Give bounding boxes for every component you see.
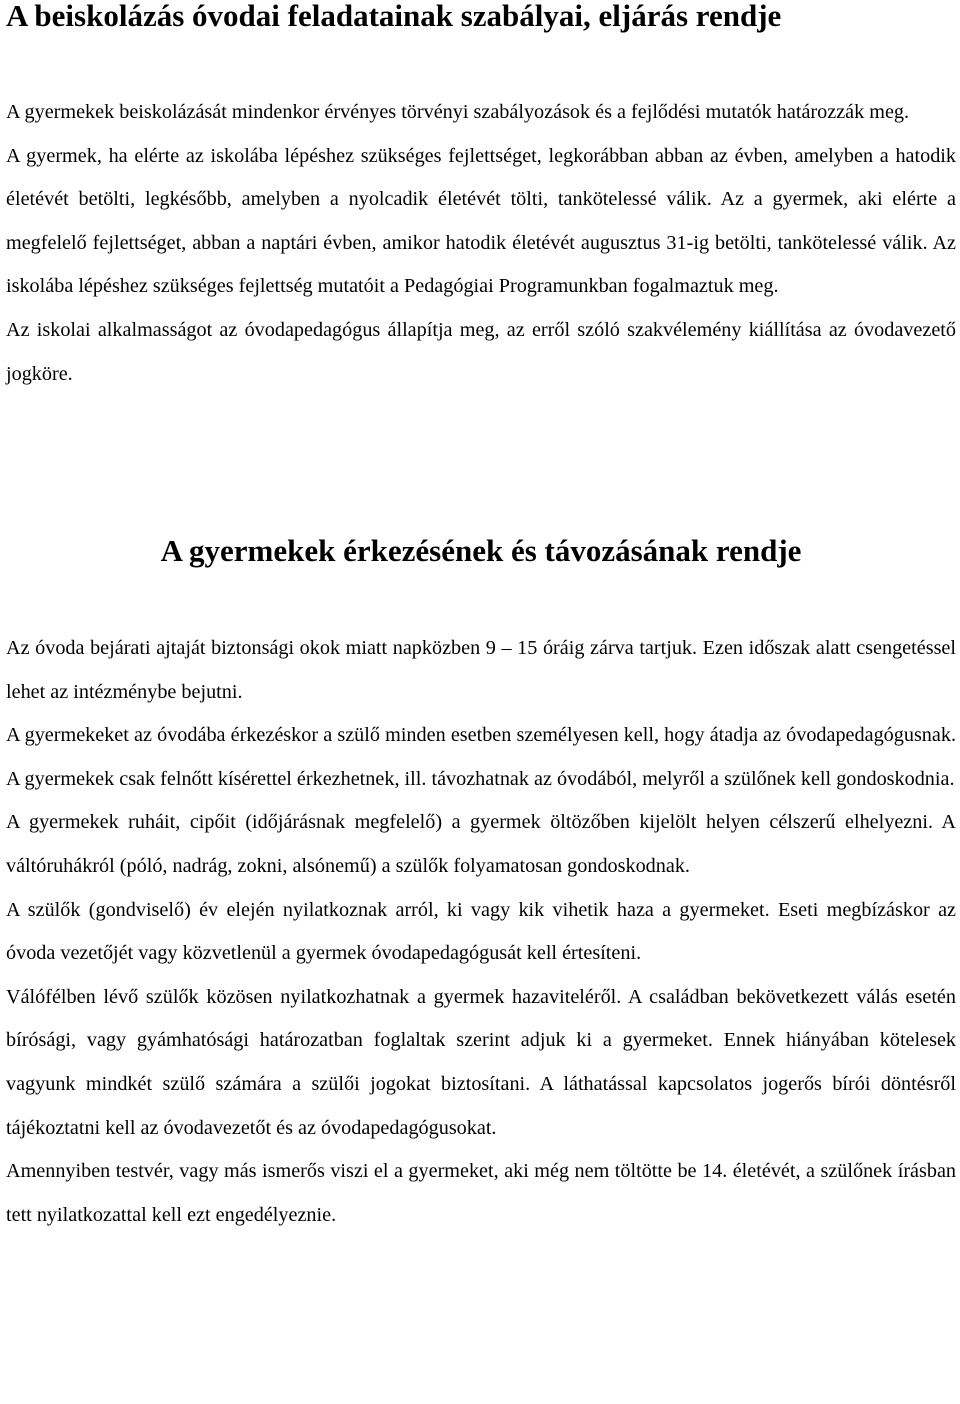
paragraph: Az óvoda bejárati ajtaját biztonsági okok miatt napközben 9 – 15 óráig zárva tartjuk. Ezen időszak alatt csengetéssel lehet az intézménybe bejutni.: [6, 637, 956, 703]
paragraph: A szülők (gondviselő) év elején nyilatkoznak arról, ki vagy kik vihetik haza a gyermeket. Eseti megbízáskor az óvoda vezetőjét vagy közvetlenül a gyermek óvodapedagógusát kell értesíteni.: [6, 898, 956, 965]
paragraph: A gyermek, ha elérte az iskolába lépéshez szükséges fejlettséget, legkorábban abban az évben, amelyben a hatodik életévét betölti, legkésőbb, amelyben a nyolcadik életévét tölti, tankötelessé válik. Az a gyermek, aki elérte a megfelelő fejlettséget, abban a naptári évben, amikor hatodik életévét augusztus 31-ig betölti, tankötelessé válik. Az iskolába lépéshez szükséges fejlettség mutatóit a Pedagógiai Programunkban fogalmaztuk meg.: [6, 144, 956, 298]
section-body-enrollment: [6, 91, 956, 396]
paragraph: Válófélben lévő szülők közösen nyilatkozhatnak a gyermek hazaviteléről. A családban bekövetkezett válás esetén bírósági, vagy gyámhatósági határozatban foglaltak szerint adjuk ki a gyermeket. Ennek hiányában kötelesek vagyunk mindkét szülő számára a szülői jogokat biztosítani. A láthatással kapcsolatos jogerős bírói döntésről tájékoztatni kell az óvodavezetőt és az óvodapedagógusokat.: [6, 985, 956, 1139]
paragraph: Amennyiben testvér, vagy más ismerős viszi el a gyermeket, aki még nem töltötte be 14. életévét, a szülőnek írásban tett nyilatkozattal kell ezt engedélyeznie.: [6, 1160, 956, 1226]
section-body-arrival: [6, 627, 956, 1237]
section-title-arrival: A gyermekek érkezésének és távozásának rendje: [160, 533, 802, 568]
section-title-enrollment: A beiskolázás óvodai feladatainak szabályai, eljárás rendje: [6, 0, 782, 33]
paragraph: A gyermekeket az óvodába érkezéskor a szülő minden esetben személyesen kell, hogy átadja az óvodapedagógusnak. A gyermekek csak felnőtt kísérettel érkezhetnek, ill. távozhatnak az óvodából, melyről a szülőnek kell gondoskodnia.: [6, 724, 956, 790]
paragraph: A gyermekek ruháit, cipőit (időjárásnak megfelelő) a gyermek öltözőben kijelölt helyen célszerű elhelyezni. A váltóruhákról (póló, nadrág, zokni, alsónemű) a szülők folyamatosan gondoskodnak.: [6, 811, 956, 877]
paragraph: Az iskolai alkalmasságot az óvodapedagógus állapítja meg, az erről szóló szakvélemény kiállítása az óvodavezető jogköre.: [6, 318, 956, 385]
paragraph: A gyermekek beiskolázását mindenkor érvényes törvényi szabályozások és a fejlődési mutatók határozzák meg.: [6, 101, 910, 123]
